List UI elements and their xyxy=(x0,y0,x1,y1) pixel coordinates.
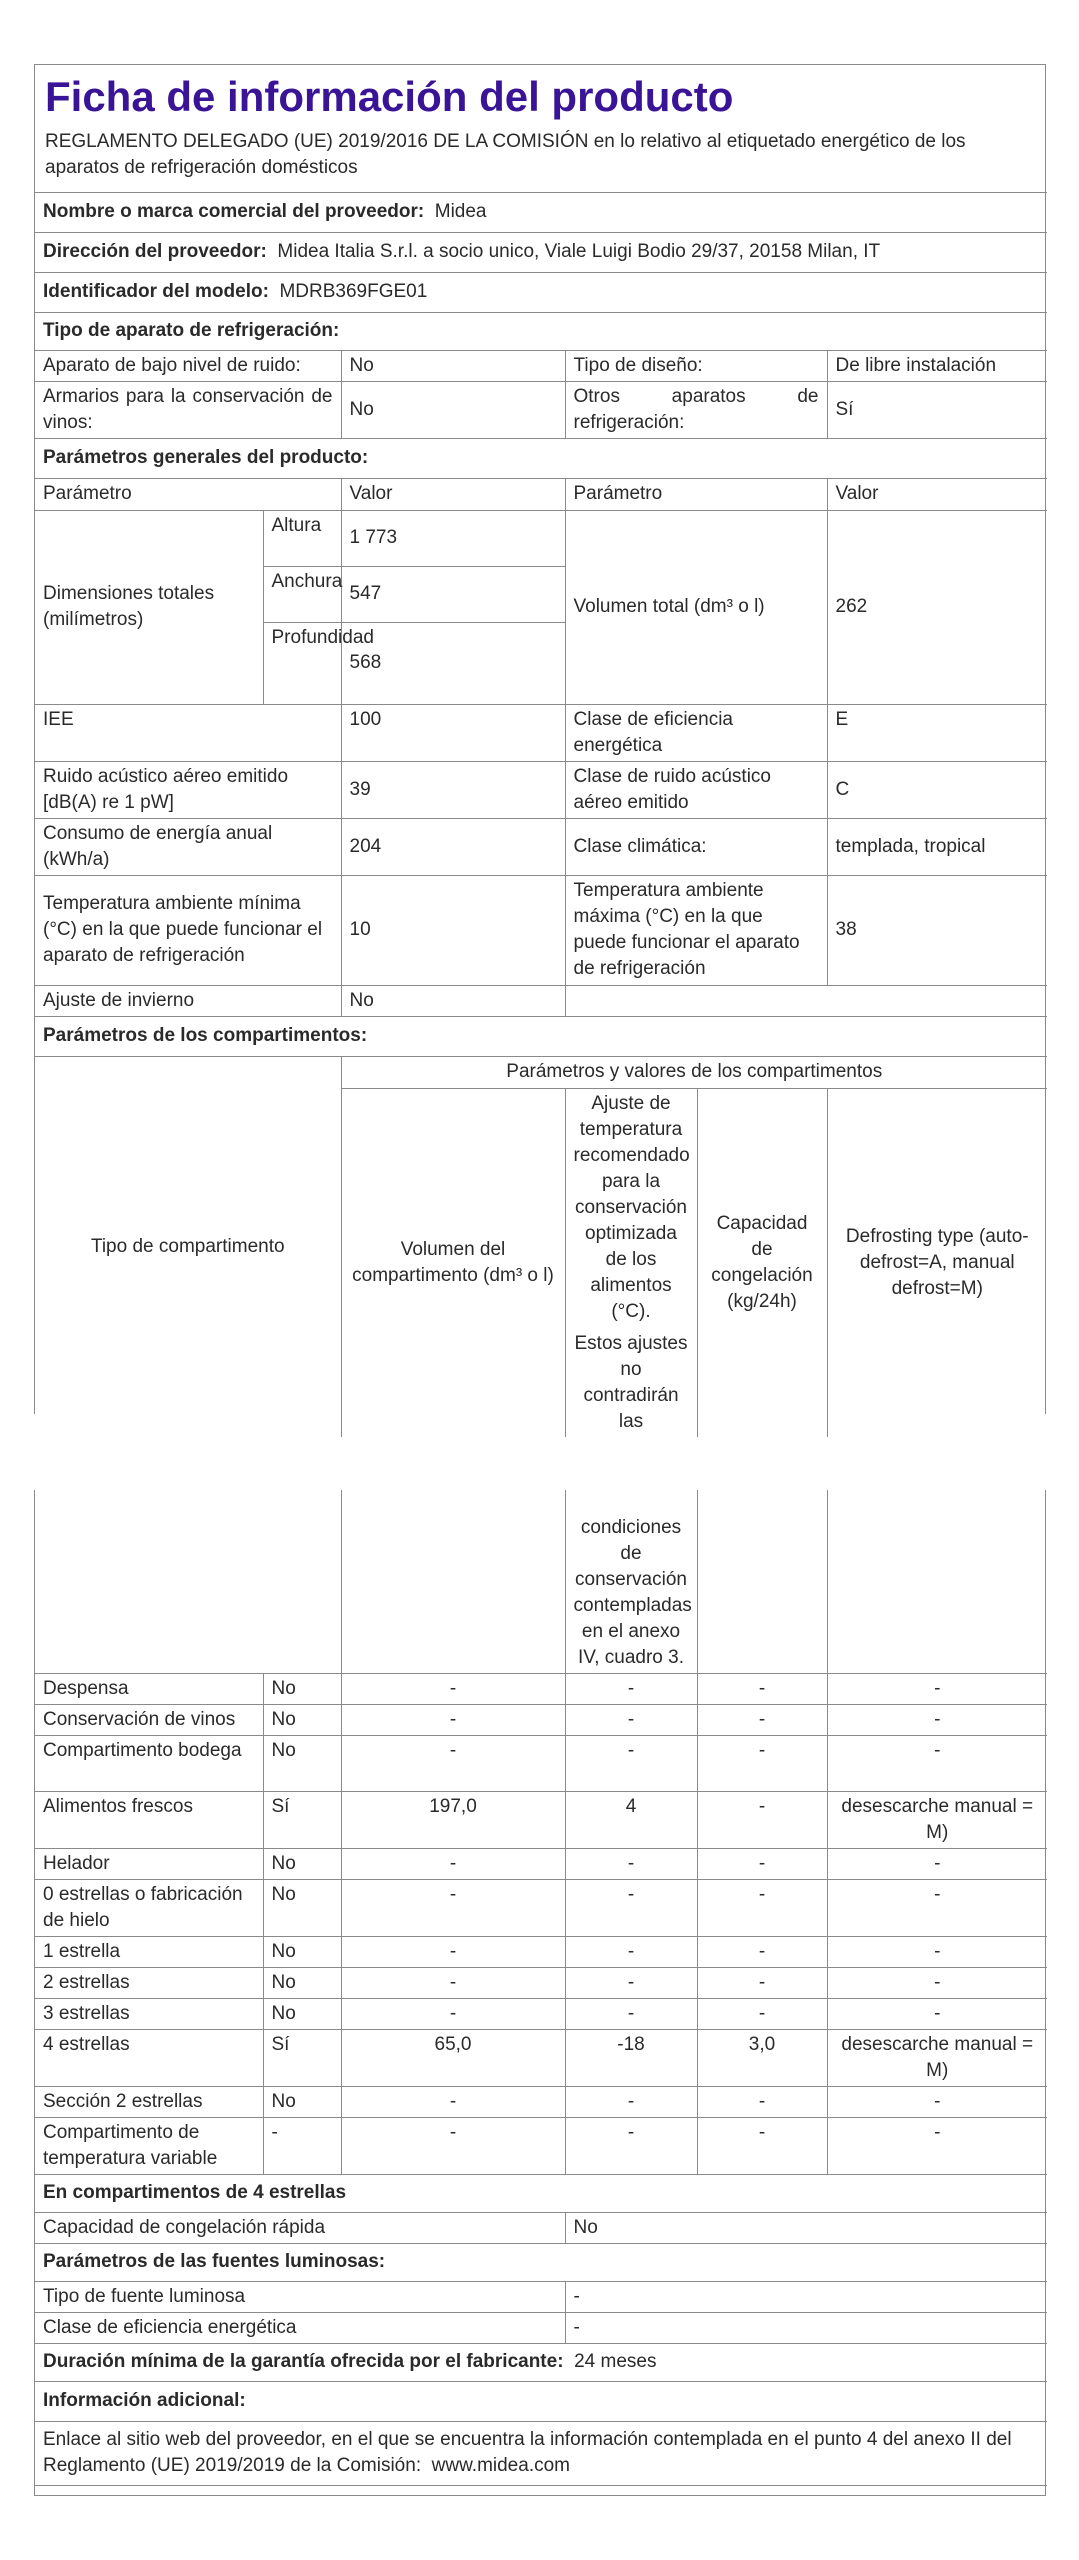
light-source-heading: Parámetros de las fuentes luminosas: xyxy=(35,2243,1047,2281)
compartment-temperature: - xyxy=(565,2117,697,2174)
freezing-header-cont xyxy=(697,1490,827,1673)
compartment-freezing-capacity: - xyxy=(697,1998,827,2029)
compartment-row xyxy=(35,1791,1047,1848)
compartment-freezing-capacity: - xyxy=(697,1879,827,1936)
compartment-freezing-capacity: - xyxy=(697,1735,827,1791)
compartment-volume: - xyxy=(341,1704,565,1735)
volume-header-cont xyxy=(341,1490,565,1673)
compartment-defrost-type: - xyxy=(827,1967,1047,1998)
empty-cell xyxy=(565,985,1047,1016)
additional-info-text-cell xyxy=(35,2421,1047,2485)
compartment-row xyxy=(35,1704,1047,1735)
width-value: 547 xyxy=(341,566,565,622)
temperature-header-continued: Estos ajustes no contradirán las xyxy=(574,1332,688,1432)
compartment-defrost-type: - xyxy=(827,1848,1047,1879)
general-params-heading: Parámetros generales del producto: xyxy=(35,438,1047,478)
compartment-temperature: - xyxy=(565,2086,697,2117)
other-refrigeration-label: Otros aparatos de refrigeración: xyxy=(565,381,827,438)
compartment-row xyxy=(35,1848,1047,1879)
four-star-heading: En compartimentos de 4 estrellas xyxy=(35,2174,1047,2212)
model-identifier-value: MDRB369FGE01 xyxy=(279,281,428,302)
compartment-freezing-capacity: - xyxy=(697,1848,827,1879)
light-type-value: - xyxy=(565,2281,1047,2312)
appliance-type-heading: Tipo de aparato de refrigeración: xyxy=(35,312,1047,350)
winter-setting-label: Ajuste de invierno xyxy=(35,985,341,1016)
sheet-page-2 xyxy=(34,1490,1046,2496)
energy-class-label: Clase de eficiencia energética xyxy=(565,704,827,761)
additional-info-heading: Información adicional: xyxy=(35,2381,1047,2421)
compartment-freezing-capacity: - xyxy=(697,1936,827,1967)
compartment-present: Sí xyxy=(263,1791,341,1848)
compartment-present: No xyxy=(263,1704,341,1735)
min-temp-label: Temperatura ambiente mínima (°C) en la que puede funcionar el aparato de refrigeración xyxy=(35,875,341,985)
compartment-present: Sí xyxy=(263,2029,341,2086)
compartment-temperature: -18 xyxy=(565,2029,697,2086)
compartment-name: 3 estrellas xyxy=(35,1998,263,2029)
compartment-volume: - xyxy=(341,1998,565,2029)
compartment-present: - xyxy=(263,2117,341,2174)
compartment-temperature: - xyxy=(565,1998,697,2029)
compartment-temperature: - xyxy=(565,1704,697,1735)
compartment-present: No xyxy=(263,1879,341,1936)
model-identifier-label: Identificador del modelo: xyxy=(43,281,269,302)
compartment-name: Alimentos frescos xyxy=(35,1791,263,1848)
compartment-name: 0 estrellas o fabricación de hielo xyxy=(35,1879,263,1936)
page-subtitle: REGLAMENTO DELEGADO (UE) 2019/2016 DE LA COMISIÓN en lo relativo al etiquetado energético de los aparatos de refrigeración domésticos xyxy=(45,131,966,178)
compartment-defrost-type: - xyxy=(827,1936,1047,1967)
compartment-present: No xyxy=(263,1848,341,1879)
compartment-row xyxy=(35,1879,1047,1936)
compartment-type-header-cont xyxy=(35,1490,341,1673)
compartment-present: No xyxy=(263,1967,341,1998)
compartment-row xyxy=(35,1967,1047,1998)
light-class-value: - xyxy=(565,2312,1047,2343)
compartment-volume: 197,0 xyxy=(341,1791,565,1848)
light-type-label: Tipo de fuente luminosa xyxy=(35,2281,565,2312)
product-info-table-part-1 xyxy=(35,65,1047,1437)
compartment-temperature: - xyxy=(565,1848,697,1879)
compartment-type-header: Tipo de compartimento xyxy=(35,1056,341,1437)
light-class-label: Clase de eficiencia energética xyxy=(35,2312,565,2343)
compartment-freezing-capacity: - xyxy=(697,1791,827,1848)
wine-storage-label: Armarios para la conservación de vinos: xyxy=(35,381,341,438)
compartment-volume: - xyxy=(341,1967,565,1998)
page-title: Ficha de información del producto xyxy=(45,73,734,120)
compartment-name: 1 estrella xyxy=(35,1936,263,1967)
compartment-volume: - xyxy=(341,2117,565,2174)
compartment-row xyxy=(35,2117,1047,2174)
compartment-name: Sección 2 estrellas xyxy=(35,2086,263,2117)
compartment-row xyxy=(35,1735,1047,1791)
supplier-name-label: Nombre o marca comercial del proveedor: xyxy=(43,201,425,222)
compartment-defrost-type: - xyxy=(827,1879,1047,1936)
compartment-row xyxy=(35,2086,1047,2117)
compartment-freezing-capacity: - xyxy=(697,2086,827,2117)
noise-value: 39 xyxy=(341,761,565,818)
warranty-value: 24 meses xyxy=(574,2351,657,2372)
compartment-volume: - xyxy=(341,1936,565,1967)
height-value: 1 773 xyxy=(341,510,565,566)
temperature-header xyxy=(565,1088,697,1437)
low-noise-label: Aparato de bajo nivel de ruido: xyxy=(35,350,341,381)
compartment-temperature: - xyxy=(565,1967,697,1998)
compartment-defrost-type: desescarche manual = M) xyxy=(827,1791,1047,1848)
max-temp-value: 38 xyxy=(827,875,1047,985)
design-type-label: Tipo de diseño: xyxy=(565,350,827,381)
col-value-header-2: Valor xyxy=(827,478,1047,510)
compartment-rows xyxy=(35,1673,1047,2174)
compartment-defrost-type: - xyxy=(827,1998,1047,2029)
col-param-header: Parámetro xyxy=(35,478,341,510)
annual-consumption-value: 204 xyxy=(341,818,565,875)
sheet-page-1 xyxy=(34,64,1046,1432)
col-value-header: Valor xyxy=(341,478,565,510)
model-identifier-row xyxy=(35,272,1047,312)
fast-freeze-value: No xyxy=(565,2212,1047,2243)
compartments-heading: Parámetros de los compartimentos: xyxy=(35,1016,1047,1056)
supplier-address-row xyxy=(35,232,1047,272)
compartment-defrost-type: - xyxy=(827,1704,1047,1735)
defrost-type-header: Defrosting type (auto-defrost=A, manual defrost=M) xyxy=(827,1088,1047,1437)
compartment-row xyxy=(35,1998,1047,2029)
compartment-name: Compartimento de temperatura variable xyxy=(35,2117,263,2174)
compartment-present: No xyxy=(263,1673,341,1704)
noise-label: Ruido acústico aéreo emitido [dB(A) re 1 pW] xyxy=(35,761,341,818)
col-param-header-2: Parámetro xyxy=(565,478,827,510)
supplier-address-value: Midea Italia S.r.l. a socio unico, Viale Luigi Bodio 29/37, 20158 Milan, IT xyxy=(277,241,881,262)
compartment-defrost-type: - xyxy=(827,1673,1047,1704)
compartment-defrost-type: - xyxy=(827,2117,1047,2174)
height-label: Altura xyxy=(263,510,341,566)
compartment-temperature: - xyxy=(565,1879,697,1936)
product-info-table-part-2 xyxy=(35,1490,1047,2486)
noise-class-label: Clase de ruido acústico aéreo emitido xyxy=(565,761,827,818)
supplier-name-row xyxy=(35,192,1047,232)
energy-class-value: E xyxy=(827,704,1047,761)
compartment-temperature: - xyxy=(565,1735,697,1791)
compartment-freezing-capacity: - xyxy=(697,1673,827,1704)
noise-class-value: C xyxy=(827,761,1047,818)
compartment-volume: - xyxy=(341,1879,565,1936)
additional-info-text: Enlace al sitio web del proveedor, en el que se encuentra la información contemplada en el punto 4 del anexo II del Reglamento (UE) 2019/2019 de la Comisión: xyxy=(43,2429,1012,2476)
dimensions-label: Dimensiones totales (milímetros) xyxy=(35,510,263,704)
compartment-present: No xyxy=(263,1998,341,2029)
volume-header: Volumen del compartimento (dm³ o l) xyxy=(341,1088,565,1437)
min-temp-value: 10 xyxy=(341,875,565,985)
compartment-temperature: - xyxy=(565,1936,697,1967)
compartment-defrost-type: - xyxy=(827,2086,1047,2117)
total-volume-value: 262 xyxy=(827,510,1047,704)
compartment-name: Despensa xyxy=(35,1673,263,1704)
climate-class-label: Clase climática: xyxy=(565,818,827,875)
climate-class-value: templada, tropical xyxy=(827,818,1047,875)
compartment-row xyxy=(35,1936,1047,1967)
compartment-row xyxy=(35,2029,1047,2086)
low-noise-value: No xyxy=(341,350,565,381)
depth-value: 568 xyxy=(341,622,565,704)
annual-consumption-label: Consumo de energía anual (kWh/a) xyxy=(35,818,341,875)
compartment-freezing-capacity: - xyxy=(697,2117,827,2174)
supplier-name-value: Midea xyxy=(434,201,487,222)
compartment-row xyxy=(35,1673,1047,1704)
compartment-name: 2 estrellas xyxy=(35,1967,263,1998)
supplier-address-label: Dirección del proveedor: xyxy=(43,241,267,262)
temperature-header-text: Ajuste de temperatura recomendado para la conservación optimizada de los alimentos (°C). xyxy=(573,1092,690,1322)
compartment-present: No xyxy=(263,1735,341,1791)
warranty-label: Duración mínima de la garantía ofrecida por el fabricante: xyxy=(43,2351,564,2372)
compartment-freezing-capacity: - xyxy=(697,1967,827,1998)
supplier-website-link[interactable]: www.midea.com xyxy=(431,2455,570,2476)
design-type-value: De libre instalación xyxy=(827,350,1047,381)
compartment-volume: - xyxy=(341,1673,565,1704)
depth-label: Profundidad xyxy=(263,622,341,704)
eei-value: 100 xyxy=(341,704,565,761)
compartment-defrost-type: - xyxy=(827,1735,1047,1791)
compartment-name: Conservación de vinos xyxy=(35,1704,263,1735)
compartment-defrost-type: desescarche manual = M) xyxy=(827,2029,1047,2086)
compartment-volume: - xyxy=(341,1735,565,1791)
header-cell xyxy=(35,65,1047,192)
defrost-header-cont xyxy=(827,1490,1047,1673)
eei-label: IEE xyxy=(35,704,341,761)
compartment-freezing-capacity: 3,0 xyxy=(697,2029,827,2086)
compartment-temperature: 4 xyxy=(565,1791,697,1848)
compartment-name: Compartimento bodega xyxy=(35,1735,263,1791)
compartment-volume: - xyxy=(341,2086,565,2117)
freezing-capacity-header: Capacidad de congelación (kg/24h) xyxy=(697,1088,827,1437)
compartment-temperature: - xyxy=(565,1673,697,1704)
compartment-volume: - xyxy=(341,1848,565,1879)
compartment-present: No xyxy=(263,2086,341,2117)
compartment-name: Helador xyxy=(35,1848,263,1879)
compartment-params-header: Parámetros y valores de los compartimentos xyxy=(341,1056,1047,1088)
compartment-freezing-capacity: - xyxy=(697,1704,827,1735)
fast-freeze-label: Capacidad de congelación rápida xyxy=(35,2212,565,2243)
compartment-name: 4 estrellas xyxy=(35,2029,263,2086)
max-temp-label: Temperatura ambiente máxima (°C) en la que puede funcionar el aparato de refrigeración xyxy=(565,875,827,985)
winter-setting-value: No xyxy=(341,985,565,1016)
total-volume-label: Volumen total (dm³ o l) xyxy=(565,510,827,704)
other-refrigeration-value: Sí xyxy=(827,381,1047,438)
width-label: Anchura xyxy=(263,566,341,622)
temperature-header-cont: condiciones de conservación contempladas en el anexo IV, cuadro 3. xyxy=(565,1490,697,1673)
compartment-present: No xyxy=(263,1936,341,1967)
wine-storage-value: No xyxy=(341,381,565,438)
compartment-volume: 65,0 xyxy=(341,2029,565,2086)
warranty-row xyxy=(35,2343,1047,2381)
